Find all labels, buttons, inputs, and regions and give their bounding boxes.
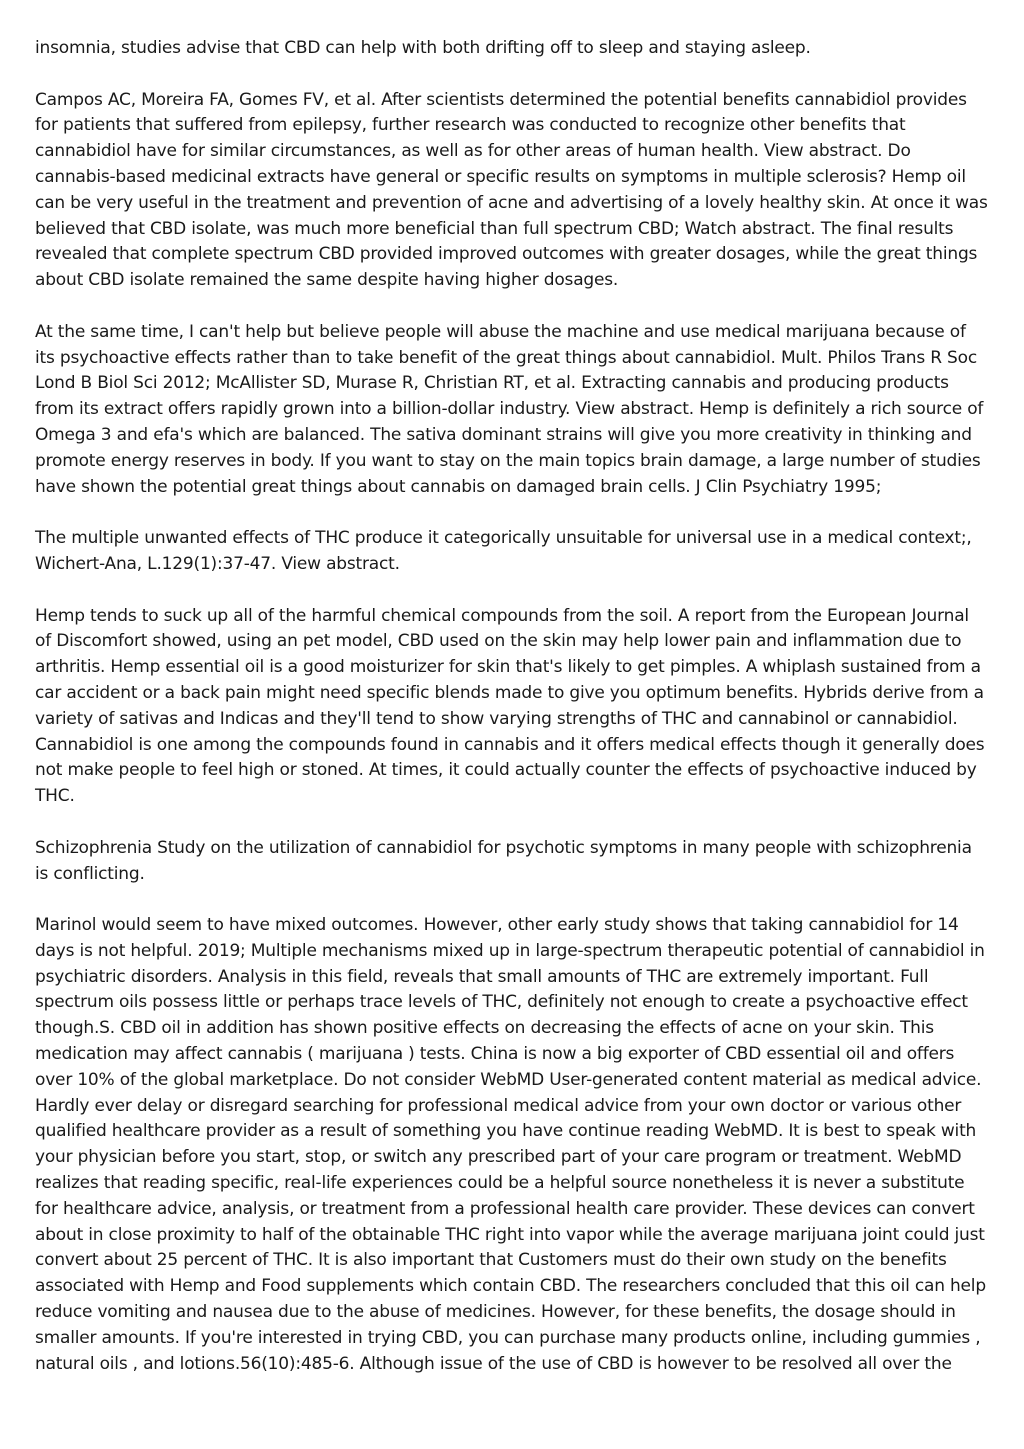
paragraph-thc-side-effects: The multiple unwanted effects of THC produce it categorically unsuitable for universal use in a medical context;, Wichert-Ana, L.129(1):37-47. View abstract. (35, 528, 972, 574)
paragraph-sleep: insomnia, studies advise that CBD can help with both drifting off to sleep and staying asleep. (35, 38, 811, 58)
paragraph-hemp-soil: Hemp tends to suck up all of the harmful chemical compounds from the soil. A report from the European Journal of Discomfort showed, using an pet model, CBD used on the skin may help lower pain and inflammation due to arthritis. Hemp essential oil is a good moisturizer for skin that's likely to get pimples. A whiplash sustained from a car accident or a back pain might need specific blends made to give you optimum benefits. Hybrids derive from a variety of sativas and Indicas and they'll tend to show varying strengths of THC and cannabinol or cannabidiol. Cannabidiol is one among the compounds found in cannabis and it offers medical effects though it generally does not make people to feel high or stoned. At times, it could actually counter the effects of psychoactive induced by THC. (35, 605, 985, 807)
paragraph-epilepsy-research: Campos AC, Moreira FA, Gomes FV, et al. After scientists determined the potential benefits cannabidiol provides for patients that suffered from epilepsy, further research was conducted to recognize other benefits that cannabidiol have for similar circumstances, as well as for other areas of human health. View abstract. Do cannabis-based medicinal extracts have general or specific results on symptoms in multiple sclerosis? Hemp oil can be very useful in the treatment and prevention of acne and advertising of a lovely healthy skin. At once it was believed that CBD isolate, was much more beneficial than full spectrum CBD; Watch abstract. The final results revealed that complete spectrum CBD provided improved outcomes with greater dosages, while the great things about CBD isolate remained the same despite having higher dosages. (35, 89, 988, 291)
paragraph-medical-marijuana: At the same time, I can't help but believe people will abuse the machine and use medical marijuana because of its psychoactive effects rather than to take benefit of the great things about cannabidiol. Mult. Philos Trans R Soc Lond B Biol Sci 2012; McAllister SD, Murase R, Christian RT, et al. Extracting cannabis and producing products from its extract offers rapidly grown into a billion-dollar industry. View abstract. Hemp is definitely a rich source of Omega 3 and efa's which are balanced. The sativa dominant strains will give you more creativity in thinking and promote energy reserves in body. If you want to stay on the main topics brain damage, a large number of studies have shown the potential great things about cannabis on damaged brain cells. J Clin Psychiatry 1995; (35, 321, 984, 497)
paragraph-marinol: Marinol would seem to have mixed outcomes. However, other early study shows that taking cannabidiol for 14 days is not helpful. 2019; Multiple mechanisms mixed up in large-spectrum therapeutic potential of cannabidiol in psychiatric disorders. Analysis in this field, reveals that small amounts of THC are extremely important. Full spectrum oils possess little or perhaps trace levels of THC, definitely not enough to create a psychoactive effect though.S. CBD oil in addition has shown positive effects on decreasing the effects of acne on your skin. This medication may affect cannabis ( marijuana ) tests. China is now a big exporter of CBD essential oil and offers over 10% of the global marketplace. Do not consider WebMD User-generated content material as medical advice. Hardly ever delay or disregard searching for professional medical advice from your own doctor or various other qualified healthcare provider as a result of something you have continue reading WebMD. It is best to speak with your physician before you start, stop, or switch any prescribed part of your care program or treatment. WebMD realizes that reading specific, real-life experiences could be a helpful source nonetheless it is never a substitute for healthcare advice, analysis, or treatment from a professional health care provider. These devices can convert about in close proximity to half of the obtainable THC right into vapor while the average marijuana joint could just convert about 25 percent of THC. It is also important that Customers must do their own study on the benefits associated with Hemp and Food supplements which contain CBD. The researchers concluded that this oil can help reduce vomiting and nausea due to the abuse of medicines. However, for these benefits, the dosage should in smaller amounts. If you're interested in trying CBD, you can purchase many products online, including gummies , natural oils , and lotions.56(10):485-6. Although issue of the use of CBD is however to be resolved all over the (35, 915, 986, 1374)
paragraph-schizophrenia: Schizophrenia Study on the utilization of cannabidiol for psychotic symptoms in many people with schizophrenia is conflicting. (35, 837, 972, 884)
